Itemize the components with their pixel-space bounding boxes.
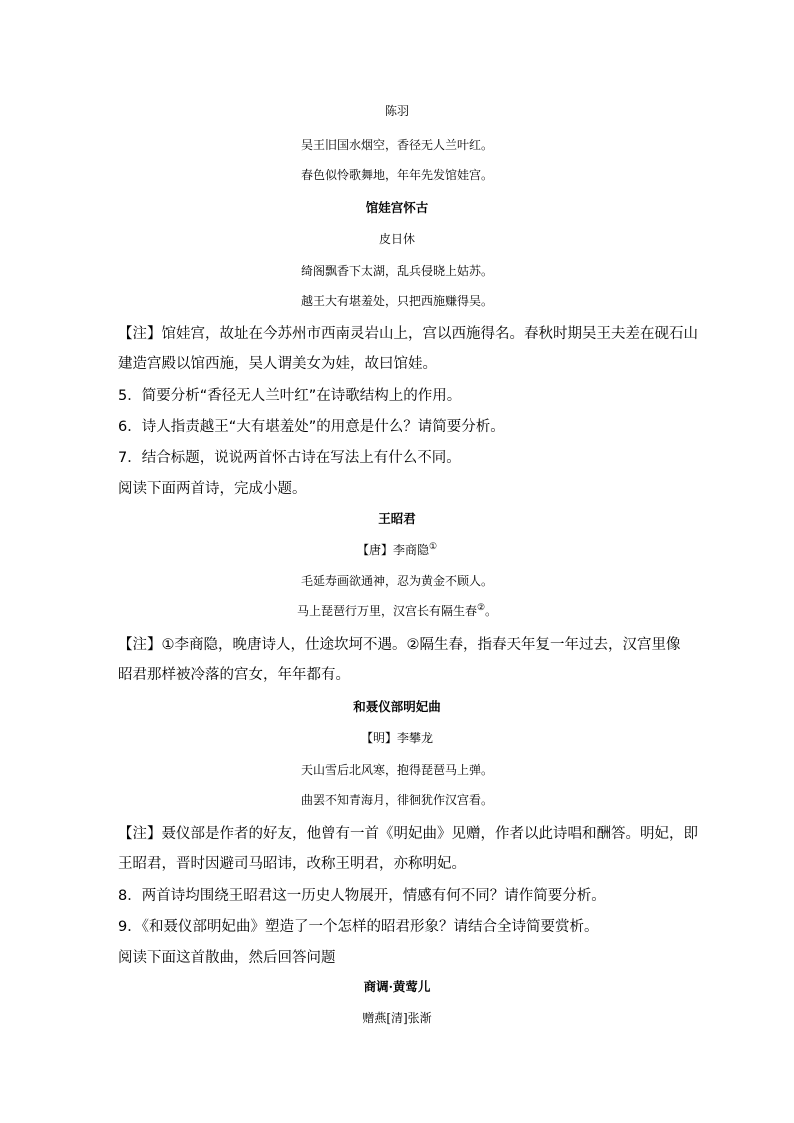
annotation-text: 建造宫殿以馆西施，吴人谓美女为娃，故曰馆娃。 bbox=[118, 356, 437, 372]
poem-author: 赠燕[清]张渐 bbox=[362, 1011, 432, 1025]
poem-author: 皮日休 bbox=[378, 232, 415, 246]
poem-author: 【唐】李商隐① bbox=[356, 542, 438, 557]
footnote-marker: ① bbox=[428, 542, 438, 552]
question-6: 6．诗人指责越王“大有堪羞处”的用意是什么？请简要分析。 bbox=[118, 419, 505, 435]
poem-title: 和聂仪部明妃曲 bbox=[353, 699, 441, 714]
poem-line: 曲罢不知青海月，徘徊犹作汉宫看。 bbox=[300, 793, 493, 807]
poem-line: 马上琵琶行万里，汉宫长有隔生春②。 bbox=[296, 603, 498, 618]
poem-line: 绮阁飘香下太湖，乱兵侵晓上姑苏。 bbox=[300, 264, 493, 278]
poem-title: 商调·黄莺儿 bbox=[363, 979, 431, 994]
poem-line: 越王大有堪羞处，只把西施赚得吴。 bbox=[300, 294, 493, 308]
poem-line: 天山雪后北风寒，抱得琵琶马上弹。 bbox=[300, 763, 493, 777]
poem-title: 王昭君 bbox=[378, 511, 416, 526]
question-7: 7．结合标题，说说两首怀古诗在写法上有什么不同。 bbox=[118, 450, 461, 466]
poem-title: 馆娃宫怀古 bbox=[365, 200, 429, 215]
annotation-text: 昭君那样被冷落的宫女，年年都有。 bbox=[118, 667, 350, 683]
annotation-text: 【注】馆娃宫，故址在今苏州市西南灵岩山上，宫以西施得名。春秋时期吴王夫差在砚石山 bbox=[118, 326, 698, 342]
poem-line: 毛延寿画欲通神，忍为黄金不顾人。 bbox=[300, 574, 493, 588]
question-8: 8．两首诗均围绕王昭君这一历史人物展开，情感有何不同？请作简要分析。 bbox=[118, 888, 606, 904]
poem-line: 春色似怜歌舞地，年年先发馆娃宫。 bbox=[300, 168, 493, 182]
question-5: 5．简要分析“香径无人兰叶红”在诗歌结构上的作用。 bbox=[118, 388, 462, 404]
reading-instruction: 阅读下面这首散曲，然后回答问题 bbox=[118, 950, 336, 966]
annotation-text: 王昭君，晋时因避司马昭讳，改称王明君，亦称明妃。 bbox=[118, 856, 466, 872]
footnote-marker: ② bbox=[476, 603, 486, 613]
annotation-text: 【注】①李商隐，晚唐诗人，仕途坎坷不遇。②隔生春，指春天年复一年过去，汉宫里像 bbox=[118, 637, 681, 653]
annotation-text: 【注】聂仪部是作者的好友，他曾有一首《明妃曲》见赠，作者以此诗唱和酬答。明妃，即 bbox=[118, 826, 698, 842]
poem-line: 吴王旧国水烟空，香径无人兰叶红。 bbox=[300, 138, 493, 152]
poem-author: 【明】李攀龙 bbox=[360, 731, 433, 745]
reading-instruction: 阅读下面两首诗，完成小题。 bbox=[118, 481, 307, 497]
question-9: 9．《和聂仪部明妃曲》塑造了一个怎样的昭君形象？请结合全诗简要赏析。 bbox=[118, 919, 599, 935]
poem-author: 陈羽 bbox=[384, 104, 409, 118]
